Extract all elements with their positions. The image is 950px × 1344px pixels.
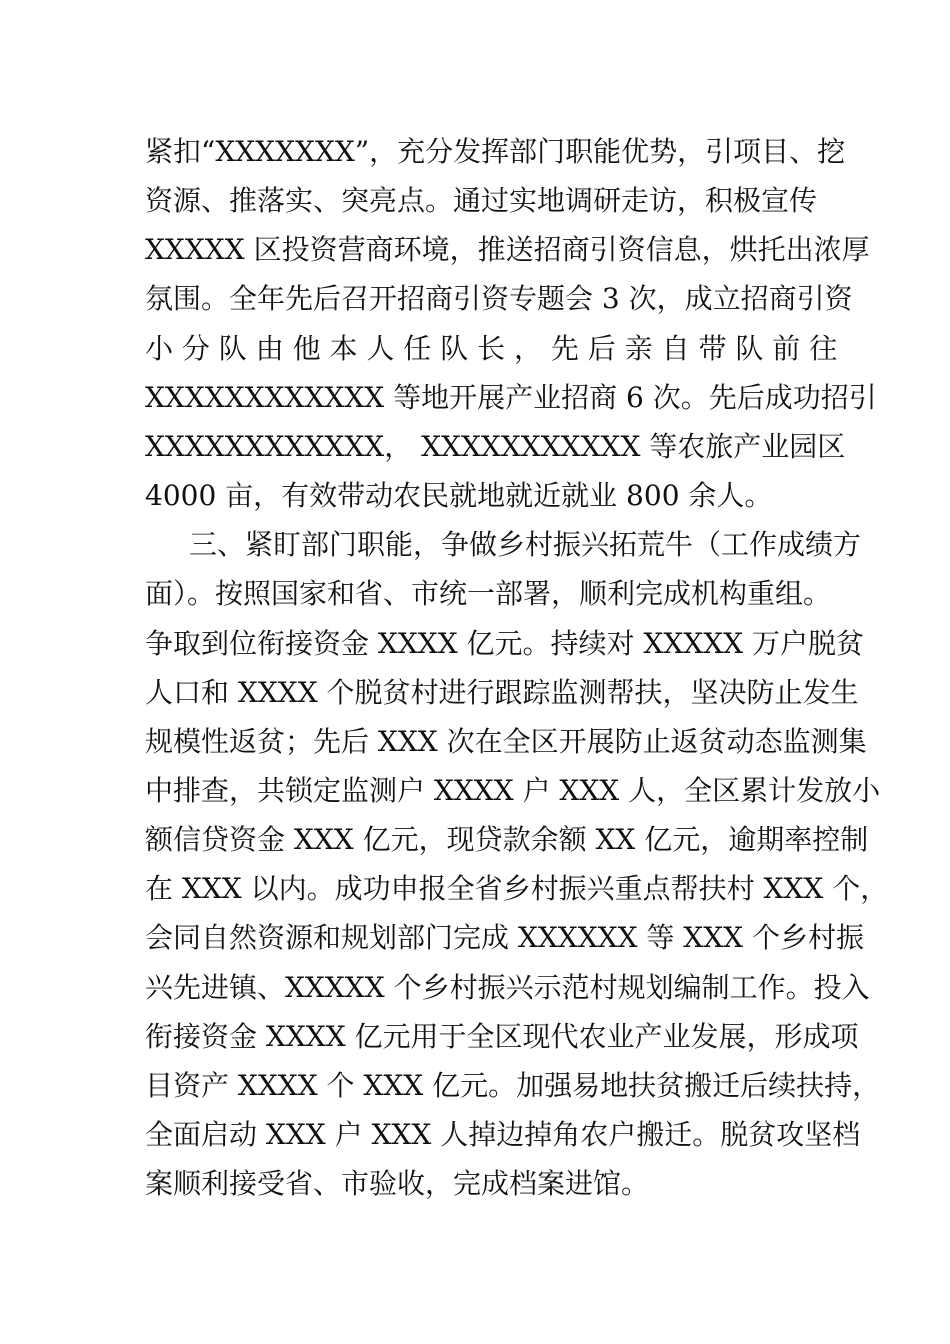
text-line-2: 资源、推落实、突亮点。通过实地调研走访，积极宣传 xyxy=(145,184,818,217)
section-heading-line: 三、紧盯部门职能，争做乡村振兴拓荒牛（工作成绩方 xyxy=(189,528,862,561)
text-line-11: 争取到位衔接资金 XXXX 亿元。持续对 XXXXX 万户脱贫 xyxy=(145,627,865,660)
text-line-6: XXXXXXXXXXXX 等地开展产业招商 6 次。先后成功招引 xyxy=(145,381,877,414)
text-line-7: XXXXXXXXXXXX， XXXXXXXXXXX 等农旅产业园区 xyxy=(145,430,846,463)
text-line-22: 案顺利接受省、市验收，完成档案进馆。 xyxy=(145,1167,650,1200)
text-line-15: 额信贷资金 XXX 亿元，现贷款余额 XX 亿元，逾期率控制 xyxy=(145,823,869,856)
text-line-20: 目资产 XXXX 个 XXX 亿元。加强易地扶贫搬迁后续扶持， xyxy=(145,1069,881,1102)
text-line-18: 兴先进镇、XXXXX 个乡村振兴示范村规划编制工作。投入 xyxy=(145,971,870,1004)
text-line-4: 氛围。全年先后召开招商引资专题会 3 次，成立招商引资 xyxy=(145,282,853,315)
text-line-12: 人口和 XXXX 个脱贫村进行跟踪监测帮扶，坚决防止发生 xyxy=(145,676,859,709)
text-line-5: 小 分 队 由 他 本 人 任 队 长 ， 先 后 亲 自 带 队 前 往 xyxy=(145,332,838,365)
text-line-10: 面）。按照国家和省、市统一部署，顺利完成机构重组。 xyxy=(145,577,832,610)
text-line-14: 中排查，共锁定监测户 XXXX 户 XXX 人，全区累计发放小 xyxy=(145,774,881,807)
text-line-17: 会同自然资源和规划部门完成 XXXXXX 等 XXX 个乡村振 xyxy=(145,921,865,954)
text-line-19: 衔接资金 XXXX 亿元用于全区现代农业产业发展，形成项 xyxy=(145,1020,859,1053)
text-line-8: 4000 亩，有效带动农民就地就近就业 800 余人。 xyxy=(145,479,773,512)
text-line-1: 紧扣“XXXXXXX”，充分发挥部门职能优势，引项目、挖 xyxy=(145,135,846,168)
text-line-16: 在 XXX 以内。成功申报全省乡村振兴重点帮扶村 XXX 个， xyxy=(145,872,889,905)
text-line-3: XXXXX 区投资营商环境，推送招商引资信息，烘托出浓厚 xyxy=(145,233,870,266)
text-line-21: 全面启动 XXX 户 XXX 人掉边掉角农户搬迁。脱贫攻坚档 xyxy=(145,1118,861,1151)
text-line-13: 规模性返贫；先后 XXX 次在全区开展防止返贫动态监测集 xyxy=(145,725,867,758)
